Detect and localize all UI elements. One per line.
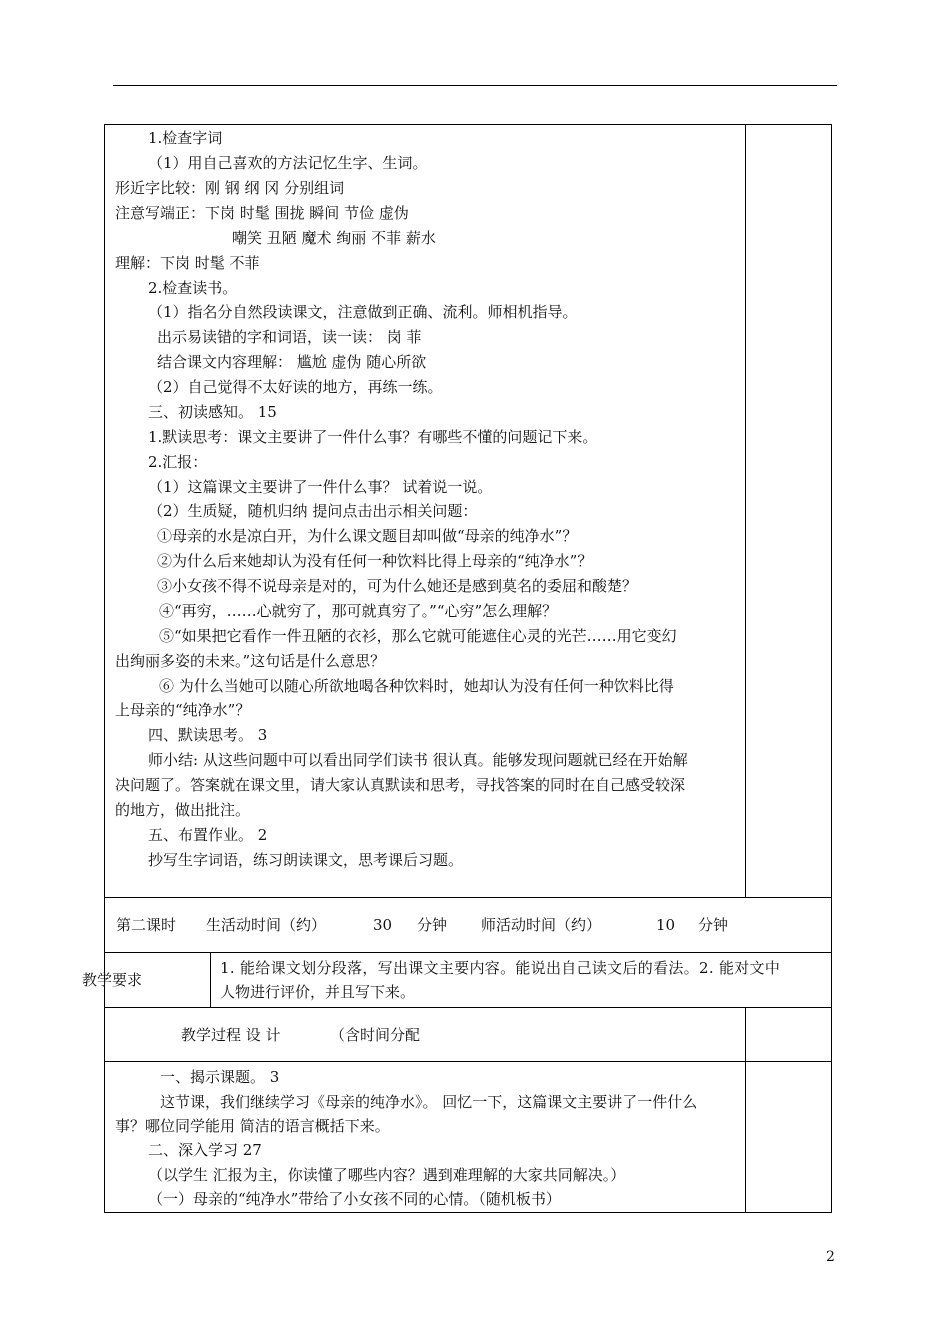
text-line: ②为什么后来她却认为没有任何一种饮料比得上母亲的“纯净水”？: [157, 552, 593, 570]
text-line: 1.检查字词: [148, 129, 223, 147]
teacher-time-label: 师活动时间（约）: [481, 916, 602, 934]
objective-text: 人物进行评价，并且写下来。: [220, 983, 416, 1001]
objective-text: 1. 能给课文划分段落，写出课文主要内容。能说出自己读文后的看法。2. 能对文中: [220, 959, 781, 977]
text-line: 师小结: 从这些问题中可以看出同学们读书 很认真。能够发现问题就已经在开始解: [148, 751, 688, 769]
text-line: 2.检查读书。: [148, 279, 238, 297]
row-divider: [104, 952, 832, 953]
student-minutes: 30: [373, 916, 393, 934]
text-line: （2）自己觉得不太好读的地方，再练一练。: [148, 378, 443, 396]
design-note: （含时间分配: [330, 1026, 421, 1044]
text-line: ④“再穷，……心就穷了，那可就真穷了。”“心穷”怎么理解？: [159, 602, 558, 620]
text-line: 上母亲的“纯净水”？: [115, 701, 251, 719]
objective-label: 教学要求: [82, 971, 143, 989]
text-line: 出绚丽多姿的未来。”这句话是什么意思？: [115, 652, 386, 670]
row-divider: [104, 897, 832, 898]
text-line: 一、揭示课题。 3: [160, 1068, 280, 1086]
text-line: 2.汇报：: [148, 453, 208, 471]
student-time-label: 生活动时间（约）: [206, 916, 327, 934]
column-divider: [745, 1007, 746, 1213]
text-line: 的地方，做出批注。: [115, 801, 251, 819]
text-line: 出示易读错的字和词语，读一读： 岗 菲: [157, 328, 422, 346]
text-line: ⑤“如果把它看作一件丑陋的衣衫，那么它就可能遮住心灵的光芒……用它变幻: [159, 627, 677, 645]
design-label: 教学过程 设 计: [181, 1026, 281, 1044]
text-line: 事？哪位同学能用 简洁的语言概括下来。: [115, 1117, 390, 1135]
text-line: （2）生质疑，随机归纳 提问点击出示相关问题：: [148, 502, 478, 520]
column-divider: [745, 124, 746, 897]
header-rule: [113, 85, 837, 86]
text-line: 形近字比较：刚 钢 纲 冈 分别组词: [115, 179, 345, 197]
text-line: 四、默读思考。 3: [148, 726, 268, 744]
teacher-minutes: 10: [656, 916, 676, 934]
text-line: 二、深入学习 27: [148, 1141, 262, 1159]
text-line: 决问题了。答案就在课文里，请大家认真默读和思考，寻找答案的同时在自己感受较深: [115, 776, 686, 794]
text-line: 嘲笑 丑陋 魔术 绚丽 不菲 薪水: [232, 229, 436, 247]
text-line: 三、初读感知。 15: [148, 403, 277, 421]
row-divider: [104, 1061, 832, 1062]
text-line: 理解：下岗 时髦 不菲: [115, 254, 260, 272]
text-line: 这节课，我们继续学习《母亲的纯净水》。 回忆一下，这篇课文主要讲了一件什么: [160, 1093, 698, 1111]
text-line: （以学生 汇报为主，你读懂了哪些内容？遇到难理解的大家共同解决。）: [148, 1166, 626, 1184]
column-divider: [210, 952, 211, 1007]
page-number: 2: [826, 1249, 835, 1265]
text-line: （一）母亲的“纯净水”带给了小女孩不同的心情。（随机板书）: [148, 1190, 561, 1208]
text-line: （1）指名分自然段读课文，注意做到正确、流利。师相机指导。: [148, 303, 578, 321]
text-line: （1）这篇课文主要讲了一件什么事？ 试着说一说。: [148, 478, 493, 496]
minute-unit: 分钟: [417, 916, 448, 934]
row-divider: [104, 1007, 832, 1008]
text-line: 1.默读思考：课文主要讲了一件什么事？有哪些不懂的问题记下来。: [148, 428, 598, 446]
text-line: 注意写端正：下岗 时髦 围拢 瞬间 节俭 虚伪: [115, 204, 409, 222]
text-line: ⑥ 为什么当她可以随心所欲地喝各种饮料时，她却认为没有任何一种饮料比得: [159, 677, 674, 695]
text-line: （1）用自己喜欢的方法记忆生字、生词。: [148, 154, 428, 172]
period-label: 第二课时: [116, 916, 177, 934]
text-line: 结合课文内容理解： 尴尬 虚伪 随心所欲: [157, 353, 427, 371]
text-line: 五、布置作业。 2: [148, 826, 268, 844]
text-line: ①母亲的水是凉白开，为什么课文题目却叫做“母亲的纯净水”？: [157, 527, 578, 545]
text-line: ③小女孩不得不说母亲是对的，可为什么她还是感到莫名的委屈和酸楚？: [157, 577, 638, 595]
text-line: 抄写生字词语，练习朗读课文，思考课后习题。: [148, 851, 464, 869]
minute-unit: 分钟: [698, 916, 729, 934]
